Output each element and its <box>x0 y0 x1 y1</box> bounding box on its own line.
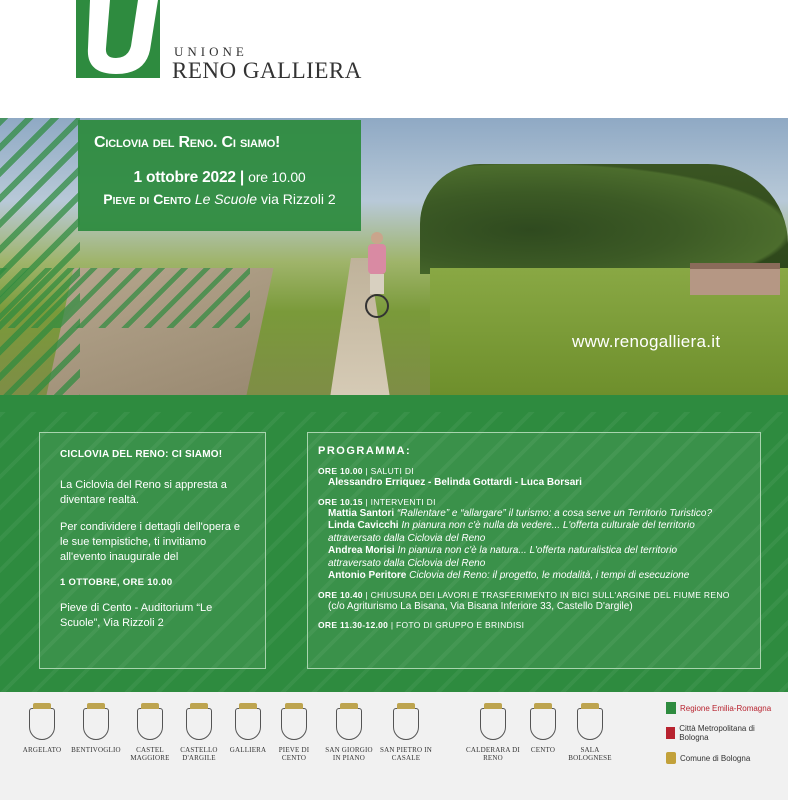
crest-icon <box>137 708 163 740</box>
partner-citta-metropolitana: Città Metropolitana di Bologna <box>666 724 778 742</box>
intro-place: Pieve di Cento - Auditorium “Le Scuole”, Via Rizzoli 2 <box>60 602 213 629</box>
event-card <box>78 120 361 231</box>
intro-paragraph-1: La Ciclovia del Reno si appresta a diventare realtà. <box>60 479 227 506</box>
event-venue: Le Scuole <box>194 191 258 207</box>
brand-line1: UNIONE <box>174 44 248 59</box>
program-slot-line: Mattia Santori “Rallentare” e “allargare” il turismo: a cosa serve un Territorio Turistico? <box>328 507 713 519</box>
farmhouse <box>690 263 780 295</box>
intro-box <box>39 432 266 669</box>
event-town: Pieve di Cento <box>103 191 191 207</box>
program-slot-head: ORE 10.00 | SALUTI DI <box>318 466 414 476</box>
crest-icon <box>577 708 603 740</box>
partner-regione: Regione Emilia-Romagna <box>666 702 778 714</box>
program-slot-line: Andrea Morisi In pianura non c'è la natura... L'offerta naturalistica del territorio <box>328 545 677 556</box>
crest-san-giorgio: SAN GIORGIO IN PIANO <box>321 708 377 762</box>
crest-icon <box>393 708 419 740</box>
decorative-wave-pattern <box>0 118 80 395</box>
event-time: ore 10.00 <box>248 169 306 185</box>
crest-castel-maggiore: CASTEL MAGGIORE <box>122 708 178 762</box>
crest-sala-bolognese: SALA BOLOGNESE <box>562 708 618 762</box>
content-section <box>0 412 788 692</box>
website-link[interactable]: www.renogalliera.it <box>572 332 721 351</box>
program-slot-sub: (c/o Agriturismo La Bisana, Via Bisana Inferiore 33, Castello D'argile) <box>328 600 633 612</box>
program-slot-line: Alessandro Erriquez - Belinda Gottardi - Luca Borsari <box>328 477 582 488</box>
program-title: PROGRAMMA: <box>318 445 412 457</box>
partner-comune-bologna: Comune di Bologna <box>666 752 778 764</box>
crest-icon <box>336 708 362 740</box>
program-slot-sub: attraversato dalla Ciclovia del Reno <box>328 557 486 569</box>
citta-metropolitana-logo-icon <box>666 727 675 739</box>
event-date: 1 ottobre 2022 | ore 10.00 <box>133 169 306 186</box>
header <box>0 0 788 118</box>
intro-date: 1 OTTOBRE, ORE 10.00 <box>60 577 173 588</box>
event-street: via Rizzoli 2 <box>260 191 336 207</box>
regione-logo-icon <box>666 702 676 714</box>
treeline <box>420 164 788 274</box>
unione-logo-icon <box>76 0 160 78</box>
event-date-value: 1 ottobre 2022 <box>133 169 236 186</box>
crest-argelato: ARGELATO <box>14 708 70 754</box>
footer-logos <box>0 692 788 800</box>
crest-icon <box>83 708 109 740</box>
cyclist-icon <box>362 230 392 320</box>
program-slot-sub: attraversato dalla Ciclovia del Reno <box>328 532 486 544</box>
crest-calderara: CALDERARA DI RENO <box>465 708 521 762</box>
event-place <box>94 191 345 207</box>
brand-line2: RENO GALLIERA <box>172 58 362 83</box>
program-slot-line: Antonio Peritore Ciclovia del Reno: il progetto, le modalità, i tempi di esecuzione <box>328 570 690 581</box>
program-slot-head: ORE 10.40 | CHIUSURA DEI LAVORI E TRASFERIMENTO IN BICI SULL'ARGINE DEL FIUME RENO <box>318 589 730 600</box>
crest-icon <box>480 708 506 740</box>
decorative-wave-pattern <box>0 268 250 328</box>
event-title: Ciclovia del Reno. Ci siamo! <box>94 134 281 151</box>
crest-cento: CENTO <box>515 708 571 754</box>
crest-icon <box>530 708 556 740</box>
crest-icon <box>186 708 212 740</box>
crest-icon <box>281 708 307 740</box>
crest-bentivoglio: BENTIVOGLIO <box>68 708 124 754</box>
crest-galliera: GALLIERA <box>220 708 276 754</box>
program-box <box>307 432 761 669</box>
program-slot-head: ORE 11.30-12.00 | FOTO DI GRUPPO E BRINDISI <box>318 620 525 630</box>
crest-san-pietro: SAN PIETRO IN CASALE <box>378 708 434 762</box>
partner-logos <box>666 702 778 774</box>
program-slot-line: Linda Cavicchi In pianura non c'è nulla da vedere... L'offerta culturale del territorio <box>328 520 695 531</box>
intro-title: CICLOVIA DEL RENO: CI SIAMO! <box>60 449 223 460</box>
crest-pieve-di-cento: PIEVE DI CENTO <box>266 708 322 762</box>
crest-castello-dargile: CASTELLO D'ARGILE <box>171 708 227 762</box>
content-divider <box>0 395 788 412</box>
hero-photo <box>0 118 788 395</box>
program-slot-head: ORE 10.15 | INTERVENTI DI <box>318 496 436 507</box>
crest-icon <box>235 708 261 740</box>
crest-icon <box>29 708 55 740</box>
intro-paragraph-2: Per condividere i dettagli dell'opera e le sue tempistiche, ti invitiamo all'evento inaugurale del <box>60 521 241 563</box>
comune-bologna-logo-icon <box>666 752 676 764</box>
